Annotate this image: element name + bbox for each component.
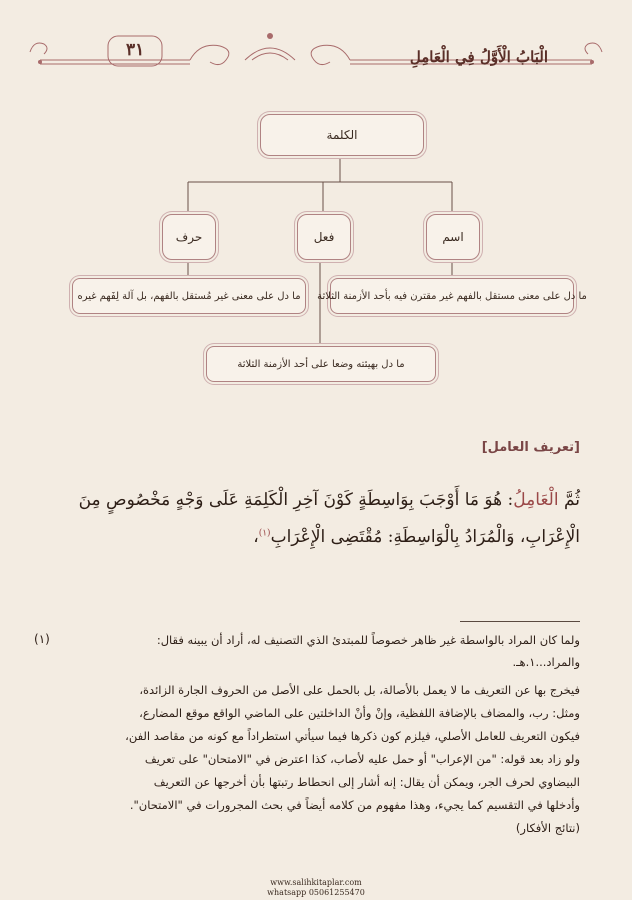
word-classification-diagram (0, 100, 632, 400)
footnote-line: فيخرج بها عن التعريف ما لا يعمل بالأصالة، بل بالحمل على الأصل من الحروف الجارة الزائدة، (139, 683, 580, 697)
watermark-whatsapp: whatsapp 05061255470 (267, 888, 365, 897)
highlighted-term: الْعَامِلُ (513, 490, 559, 510)
footnote-line: والمراد...١.هـ. (512, 655, 580, 669)
footnote-line: فيكون التعريف للعامل الأصلي، فيلزم كون ذكرها فيما سيأتي استطراداً مع كونه من مقاصد الفن، (125, 729, 580, 743)
footnote-line: البيضاوي لحرف الجر، ويمكن أن يقال: إنه أشار إلى انحطاط رتبتها بأن أخرجها عن التعريف (153, 775, 580, 789)
footnote-separator (460, 621, 580, 622)
node-fil: فعل (297, 214, 351, 260)
footnote-line: وأدخلها في التقسيم كما يجيء، وهذا مفهوم من كلامه أيضاً في بحث المجرورات في "الامتحان". (129, 798, 580, 812)
definition-fil: ما دل بهيئته وضعا على أحد الأزمنة الثلاثة (206, 346, 436, 382)
chapter-title: الْبَابُ الْأَوَّلُ فِي الْعَامِلِ (409, 48, 548, 66)
footnote-line: ومثل: رب، والمضاف بالإضافة اللفظية، وإنْ وأنْ الداخلتين على الماضي الواقع موقع المضارع، (139, 706, 580, 720)
node-ism: اسم (426, 214, 480, 260)
footnote-source: (نتائج الأفكار) (515, 821, 580, 835)
main-text-line-1 (40, 490, 580, 510)
main-text-continuation: الْإِعْرَابِ، وَالْمُرَادُ بِالْوَاسِطَةِ: مُقْتَضِى الْإِعْرَابِ (270, 527, 580, 547)
definition-ism: ما دل على معنى مستقل بالفهم غير مقترن فيه بأحد الأزمنة الثلاثة (330, 278, 574, 314)
footnote-line: ولما كان المراد بالواسطة غير ظاهر خصوصاً للمبتدئ الذي التصنيف له، أراد أن يبينه فقال: (156, 633, 580, 647)
section-heading: [تعريف العامل] (481, 440, 580, 455)
main-text-line-2 (40, 527, 580, 547)
root-node-kalima: الكلمة (260, 114, 424, 156)
main-text-definition: : هُوَ مَا أَوْجَبَ بِوَاسِطَةٍ كَوْنَ آخِرِ الْكَلِمَةِ عَلَى وَجْهٍ مَخْصُوصٍ مِنَ (78, 490, 514, 510)
node-harf: حرف (162, 214, 216, 260)
footnote-line: ولو زاد بعد قوله: "من الإعراب" أو حمل عليه لأصاب، كذا اعترض في "الامتحان" على تعريف (144, 752, 580, 766)
watermark-site: www.salihkitaplar.com (270, 878, 362, 887)
footnote-marker: (١) (258, 528, 271, 539)
main-text-end: ، (253, 527, 259, 547)
page-number: ٣١ (126, 40, 145, 60)
main-text-lead: ثُمَّ (558, 490, 580, 510)
footnote-number: (١) (34, 632, 50, 646)
definition-harf: ما دل على معنى غير مُستقل بالفهم، بل آلة لِفَهم غيره (72, 278, 306, 314)
